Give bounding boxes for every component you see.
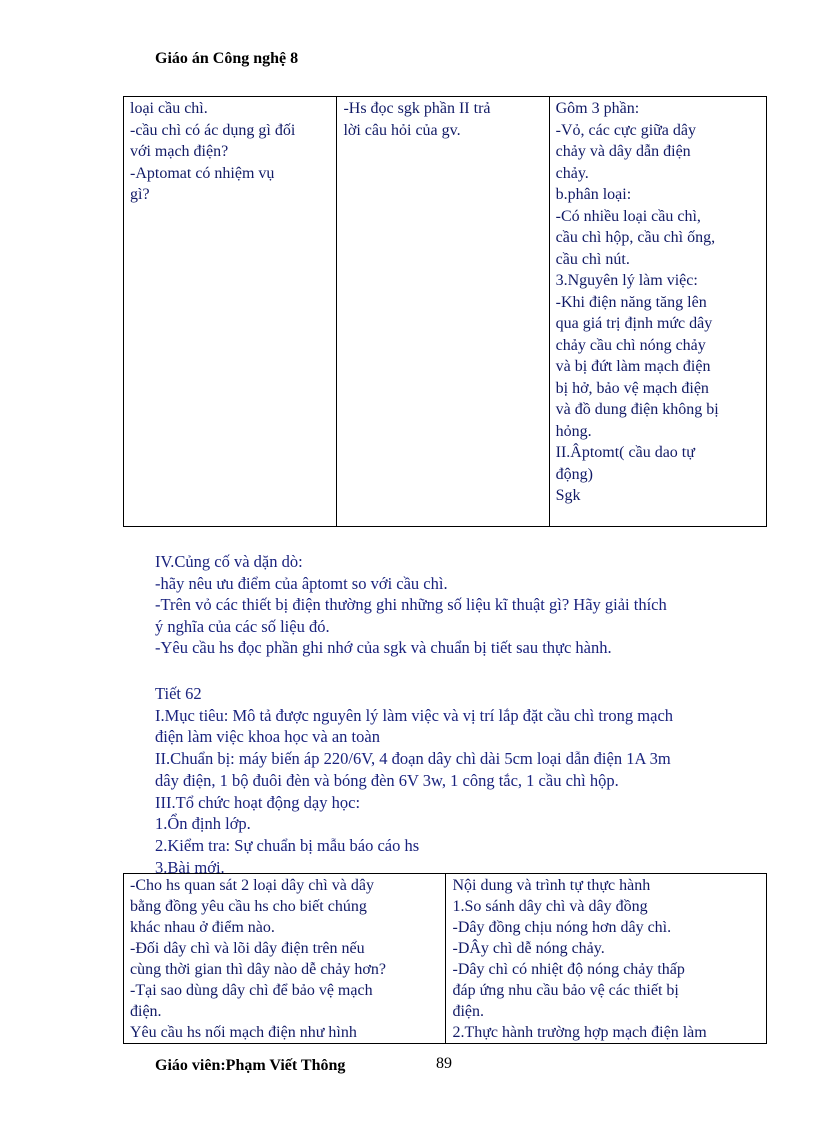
text-line: 3.Nguyên lý làm việc: [555,272,698,289]
text-line: gì? [130,186,150,203]
text-line: b.phân loại: [555,186,632,203]
text-line: cầu chì nút. [555,250,630,268]
text-line: -Yêu cầu hs đọc phần ghi nhớ của sgk và chuẩn bị tiết sau thực hành. [155,638,612,657]
teacher-activity-cell [124,97,337,527]
text-line: loại cầu chì. [130,100,208,117]
text-line: chảy. [555,164,589,182]
text-line: -Hs đọc sgk phần II trả [343,100,491,117]
section-lesson-62 [155,683,673,878]
text-line: dây điện, 1 bộ đuôi đèn và bóng đèn 6V 3w, 1 công tắc, 1 cầu chì hộp. [155,770,619,790]
text-line: I.Mục tiêu: Mô tả được nguyên lý làm việc và vị trí lắp đặt cầu chì trong mạch [155,705,674,725]
text-line: điện. [452,1003,485,1020]
text-line: -Cho hs quan sát 2 loại dây chì và dây [130,877,374,894]
text-line: điện. [130,1003,162,1020]
text-line: cầu chì hộp, cầu chì ống, [555,229,716,246]
text-line: -Trên vỏ các thiết bị điện thường ghi những số liệu kĩ thuật gì? Hãy giải thích [155,595,667,614]
text-line: IV.Củng cố và dặn dò: [155,552,303,571]
text-line: 2.Kiểm tra: Sự chuẩn bị mẫu báo cáo hs [155,835,420,855]
text-line: -Aptomat có nhiệm vụ [130,164,275,182]
section-consolidation [155,551,667,659]
text-line: cùng thời gian thì dây nào dễ chảy hơn? [130,961,386,978]
text-line: đáp ứng nhu cầu bảo vệ các thiết bị [452,982,679,999]
text-line: và bị đứt làm mạch điện [555,358,711,375]
text-line: động) [555,465,593,483]
text-line: -Vỏ, các cực giữa dây [555,121,697,139]
text-line: bằng đồng yêu cầu hs cho biết chúng [130,898,367,915]
text-line: điện làm việc khoa học và an toàn [155,727,380,747]
text-line: Gôm 3 phần: [555,100,640,117]
text-line: với mạch điện? [130,143,229,160]
content-cell [549,97,766,527]
text-line: -Tại sao dùng dây chì để bảo vệ mạch [130,982,373,999]
page-header: Giáo án Công nghệ 8 [155,50,299,67]
text-line: 3.Bài mới. [155,857,225,877]
text-line: II.Âptomt( cầu dao tự [555,444,695,461]
text-line: lời câu hỏi của gv. [343,121,461,139]
text-line: 1.Ổn định lớp. [155,814,251,834]
text-line: -Khi điện năng tăng lên [555,293,707,311]
text-line: khác nhau ở điểm nào. [130,919,275,936]
text-line: Sgk [555,487,581,504]
text-line: và đồ dung điện không bị [555,401,719,418]
text-line: ý nghĩa của các số liệu đó. [155,616,330,636]
text-line: chảy cầu chì nóng chảy [555,336,706,354]
text-line: 2.Thực hành trường hợp mạch điện làm [452,1024,707,1041]
text-line: -Dây đồng chịu nóng hơn dây chì. [452,919,672,936]
teacher-name: Giáo viên:Phạm Viết Thông [155,1057,346,1074]
text-line: hỏng. [555,422,592,440]
text-line: -cầu chì có ác dụng gì đối [130,121,296,139]
student-activity-cell [337,97,549,527]
text-line: Nội dung và trình tự thực hành [452,877,651,894]
text-line: chảy và dây dẫn điện [555,143,691,160]
text-line: -Đối dây chì và lõi dây điện trên nếu [130,940,365,957]
lesson-table-1 [123,96,767,527]
text-line: -Dây chì có nhiệt độ nóng chảy thấp [452,961,685,978]
lesson-table-2 [123,873,767,1044]
text-line: qua giá trị định mức dây [555,315,713,332]
text-line: III.Tổ chức hoạt động dạy học: [155,792,361,812]
page-number: 89 [436,1055,452,1072]
text-line: -Có nhiều loại cầu chì, [555,207,701,225]
practice-activity-cell [124,874,446,1044]
text-line: bị hở, bảo vệ mạch điện [555,379,709,397]
practice-content-cell [446,874,767,1044]
text-line: -hãy nêu ưu điểm của âptomt so với cầu chì. [155,573,448,593]
text-line: Tiết 62 [155,684,202,703]
text-line: Yêu cầu hs nối mạch điện như hình [130,1024,357,1041]
text-line: 1.So sánh dây chì và dây đồng [452,898,648,915]
text-line: II.Chuẩn bị: máy biến áp 220/6V, 4 đoạn dây chì dài 5cm loại dẫn điện 1A 3m [155,749,671,769]
text-line: -DÂy chì dễ nóng chảy. [452,940,605,957]
